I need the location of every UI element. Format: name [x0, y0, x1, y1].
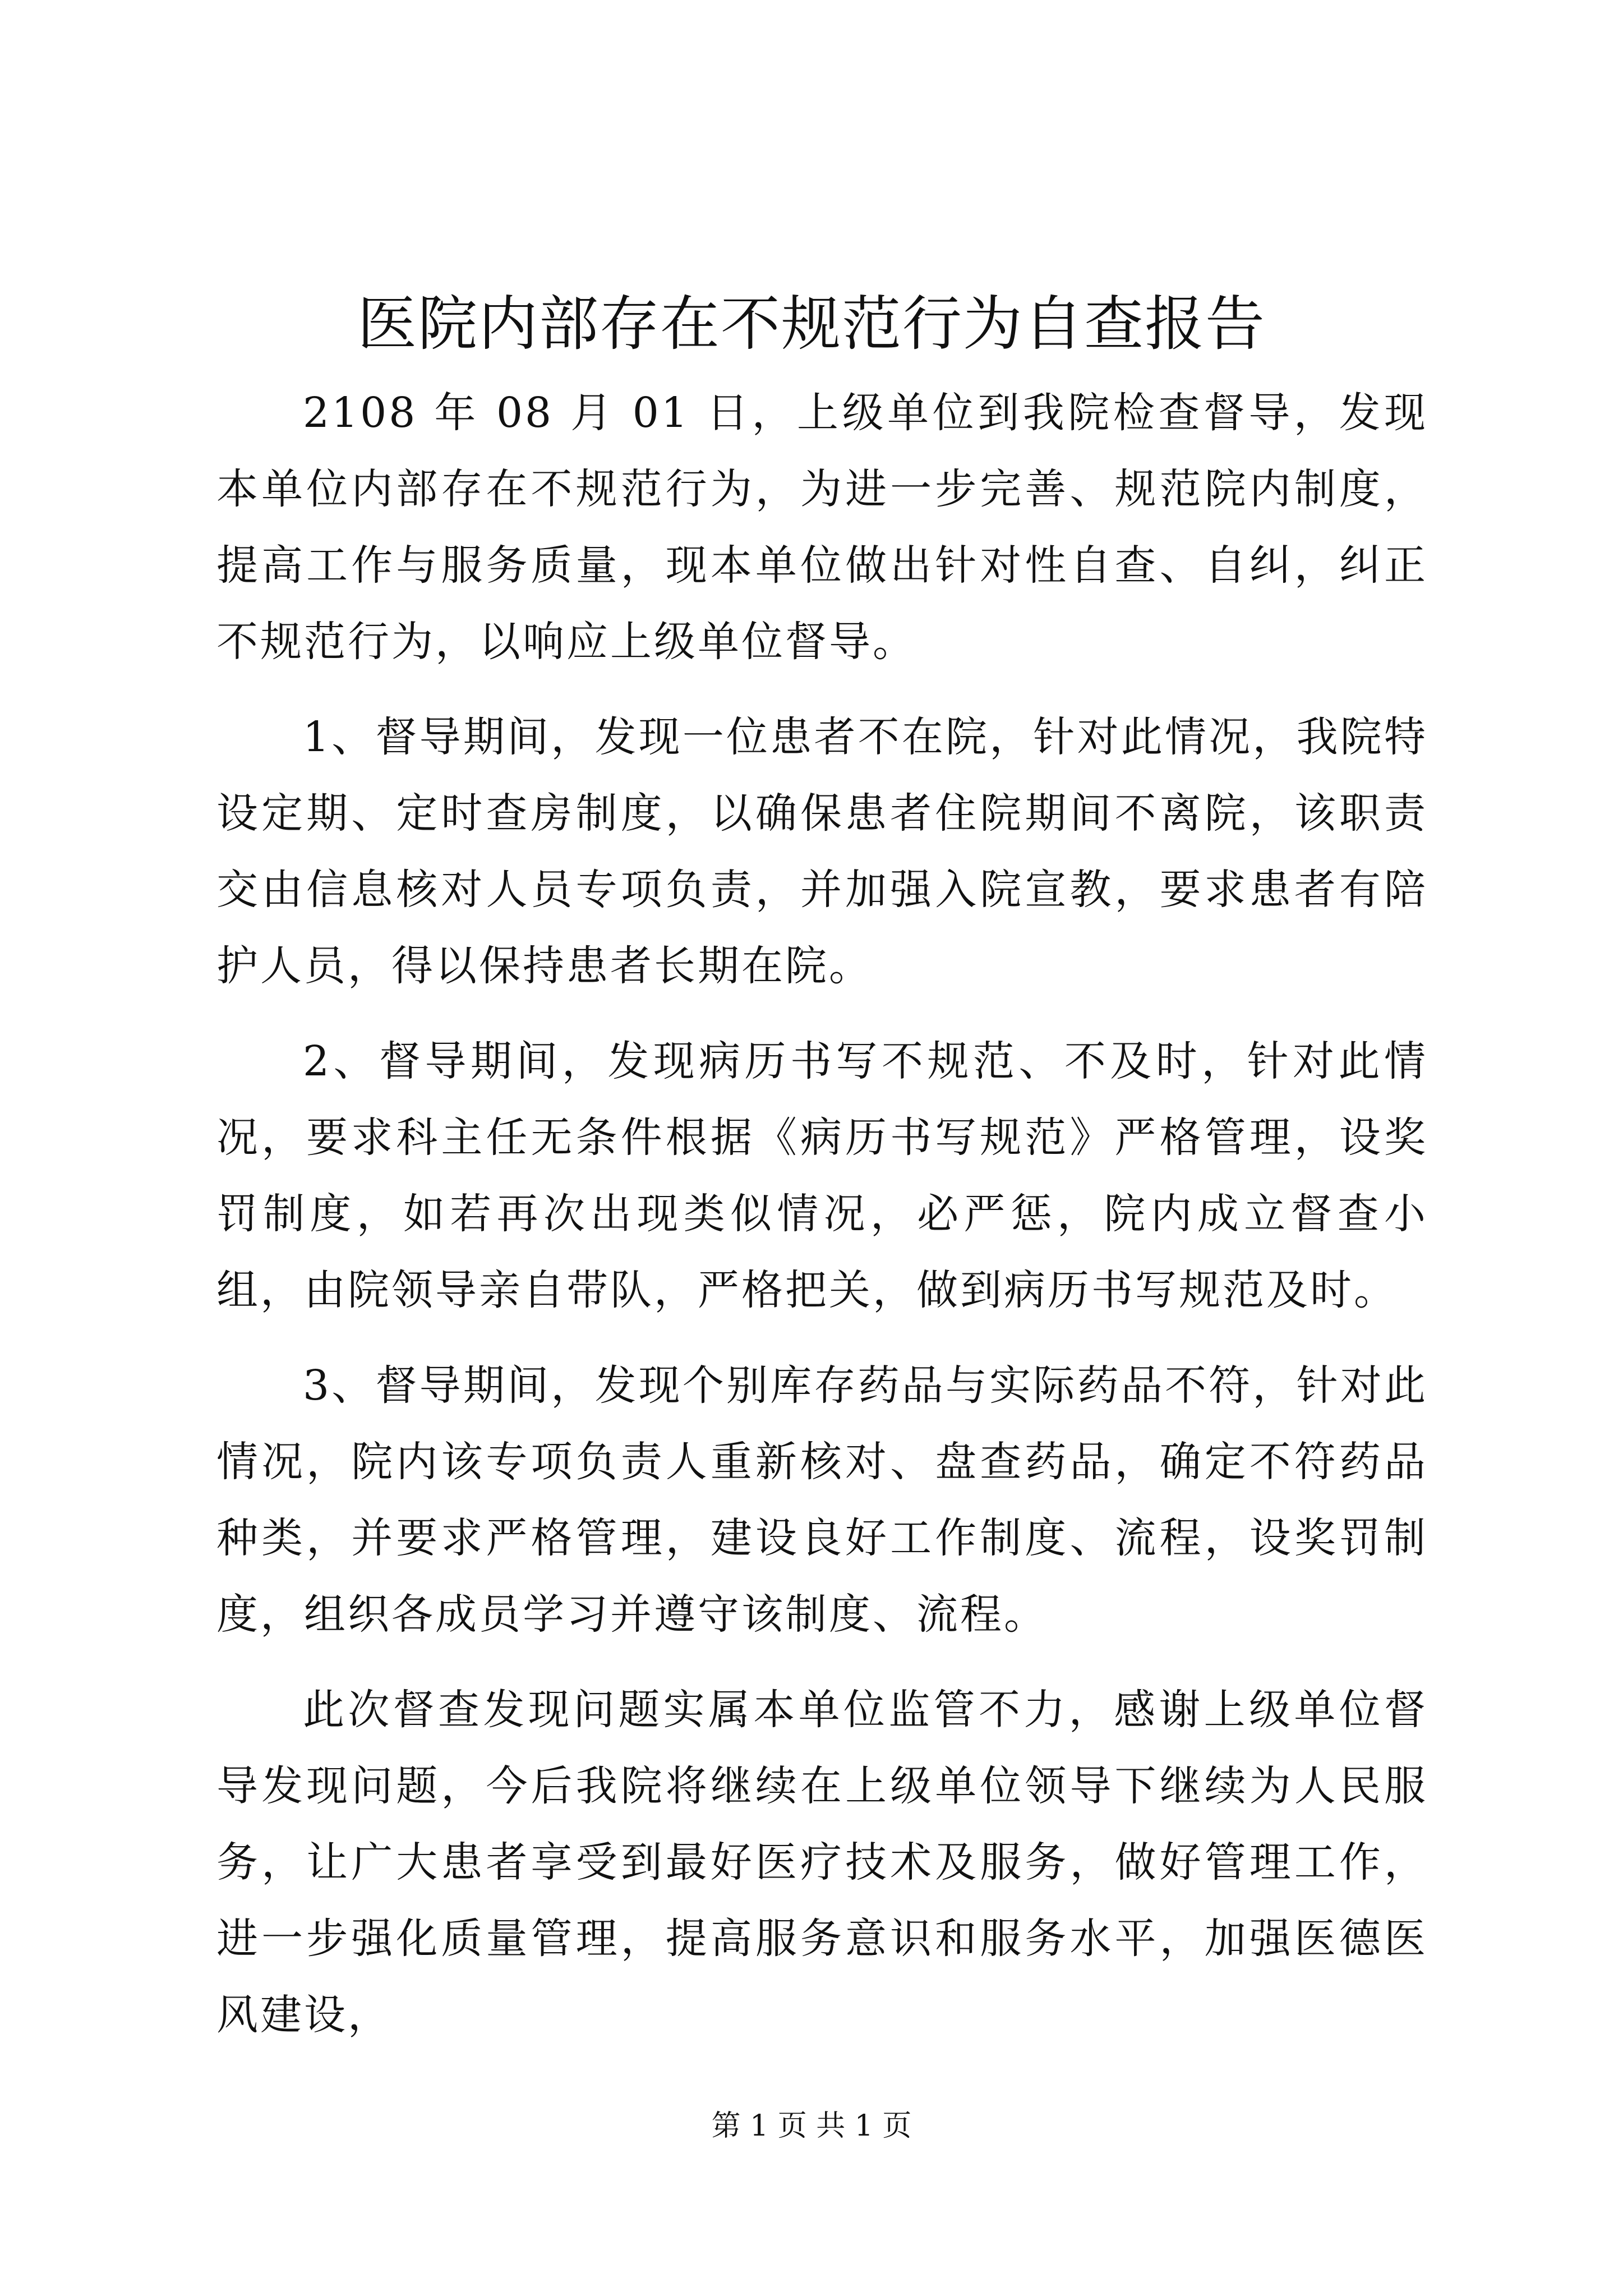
paragraph-item-3: 3、督导期间，发现个别库存药品与实际药品不符，针对此情况，院内该专项负责人重新核对、盘查药品，确定不符药品种类，并要求严格管理，建设良好工作制度、流程，设奖罚制度，组织各成员学习并遵守该制度、流程。 — [216, 1361, 1428, 1639]
paragraph-intro: 2108 年 08 月 01 日，上级单位到我院检查督导，发现本单位内部存在不规范行为，为进一步完善、规范院内制度，提高工作与服务质量，现本单位做出针对性自查、自纠，纠正不规范行为，以响应上级单位督导。 — [216, 389, 1428, 666]
document-title: 医院内部存在不规范行为自查报告 — [357, 289, 1266, 358]
document-body — [216, 375, 1428, 2072]
paragraph-item-2: 2、督导期间，发现病历书写不规范、不及时，针对此情况，要求科主任无条件根据《病历书写规范》严格管理，设奖罚制度，如若再次出现类似情况，必严惩，院内成立督查小组，由院领导亲自带队，严格把关，做到病历书写规范及时。 — [216, 1037, 1428, 1314]
paragraph-conclusion: 此次督查发现问题实属本单位监管不力，感谢上级单位督导发现问题，今后我院将继续在上级单位领导下继续为人民服务，让广大患者享受到最好医疗技术及服务，做好管理工作，进一步强化质量管理，提高服务意识和服务水平，加强医德医风建设， — [216, 1686, 1428, 2039]
page-footer: 第 1 页 共 1 页 — [711, 2109, 912, 2143]
paragraph-item-1: 1、督导期间，发现一位患者不在院，针对此情况，我院特设定期、定时查房制度，以确保患者住院期间不离院，该职责交由信息核对人员专项负责，并加强入院宣教，要求患者有陪护人员，得以保持患者长期在院。 — [216, 713, 1428, 990]
